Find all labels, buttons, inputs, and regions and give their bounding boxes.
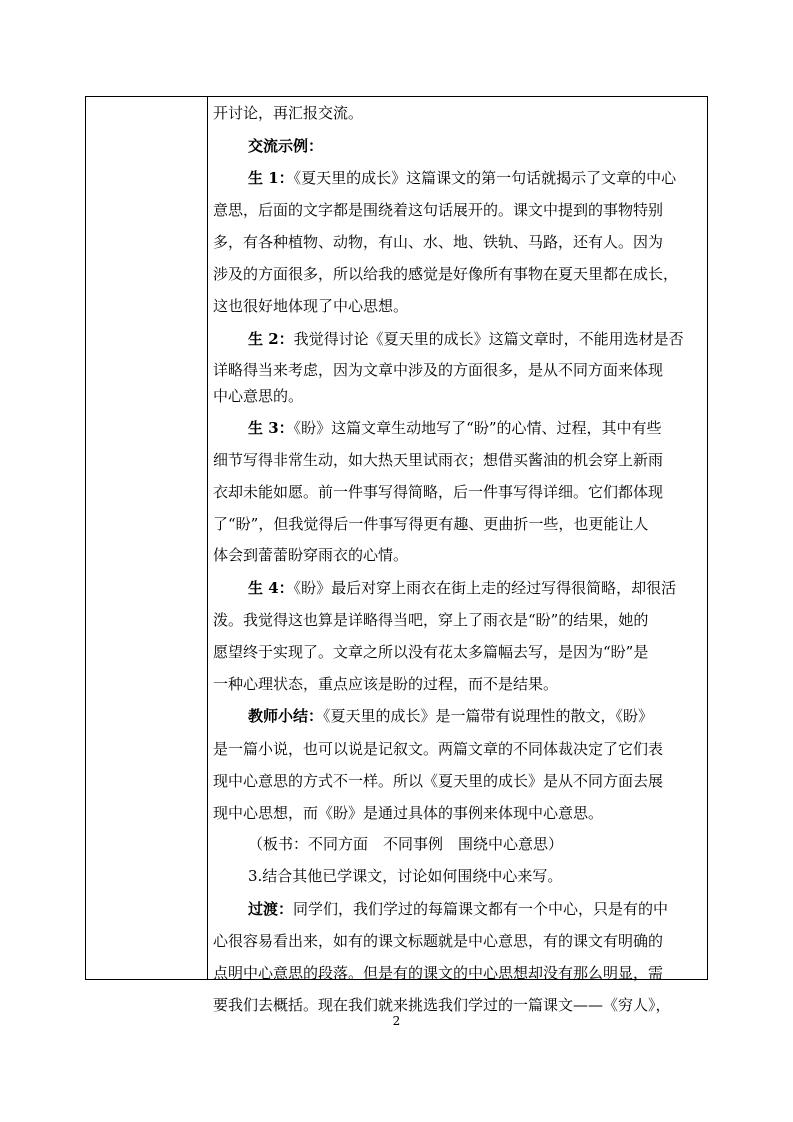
text-line: 涉及的方面很多，所以给我的感觉是好像所有事物在夏天里都在成长， — [213, 265, 679, 283]
text-line: 现中心意思的方式不一样。所以《夏天里的成长》是从不同方面去展 — [213, 772, 664, 790]
text-line: 这也很好地体现了中心思想。 — [213, 297, 409, 315]
text-line: 教师小结：《夏天里的成长》是一篇带有说理性的散文，《盼》 — [248, 707, 654, 725]
text-line: 体会到蕾蕾盼穿雨衣的心情。 — [213, 546, 409, 564]
text-line: 现中心思想，而《盼》是通过具体的事例来体现中心意思。 — [213, 804, 604, 822]
text-line: 开讨论，再汇报交流。 — [213, 104, 364, 122]
text-line: 要我们去概括。现在我们就来挑选我们学过的一篇课文——《穷人》， — [213, 996, 671, 1014]
text-line: 中心意思的。 — [213, 387, 304, 405]
text-line: 愿望终于实现了。文章之所以没有花太多篇幅去写，是因为“盼”是 — [213, 643, 649, 661]
text-line: 衣却未能如愿。前一件事写得简略，后一件事写得详细。它们都体现 — [213, 483, 664, 501]
text-line: 意思，后面的文字都是围绕着这句话展开的。课文中提到的事物特别 — [213, 201, 664, 219]
text-line: 生 2：我觉得讨论《夏天里的成长》这篇文章时，不能用选材是否 — [248, 330, 684, 348]
page-number: 2 — [392, 1014, 401, 1028]
text-line: 一种心理状态，重点应该是盼的过程，而不是结果。 — [213, 675, 559, 693]
section-heading: 交流示例： — [248, 137, 324, 155]
text-line: 泼。我觉得这也算是详略得当吧，穿上了雨衣是“盼”的结果，她的 — [213, 611, 649, 629]
text-line: 细节写得非常生动，如大热天里试雨衣；想借买酱油的机会穿上新雨 — [213, 451, 664, 469]
text-line: 了“盼”，但我觉得后一件事写得更有趣、更曲折一些，也更能让人 — [213, 515, 649, 533]
text-line: 生 3：《盼》这篇文章生动地写了“盼”的心情、过程，其中有些 — [248, 419, 662, 437]
text-line: 多，有各种植物、动物，有山、水、地、铁轨、马路，还有人。因为 — [213, 233, 664, 251]
text-line: 生 4：《盼》最后对穿上雨衣在街上走的经过写得很简略，却很活 — [248, 579, 677, 597]
text-line: 过渡：同学们，我们学过的每篇课文都有一个中心，只是有的中 — [248, 900, 669, 918]
text-line: 点明中心意思的段落。但是有的课文的中心思想却没有那么明显，需 — [213, 964, 664, 982]
board-note: （板书：不同方面 不同事例 围绕中心意思） — [248, 835, 564, 853]
column-divider — [207, 97, 208, 979]
text-line: 详略得当来考虑，因为文章中涉及的方面很多，是从不同方面来体现 — [213, 361, 664, 379]
text-line: 3.结合其他已学课文，讨论如何围绕中心来写。 — [248, 867, 563, 885]
text-line: 生 1：《夏天里的成长》这篇课文的第一句话就揭示了文章的中心 — [248, 169, 677, 187]
text-line: 心很容易看出来，如有的课文标题就是中心意思，有的课文有明确的 — [213, 932, 664, 950]
text-line: 是一篇小说，也可以说是记叙文。两篇文章的不同体裁决定了它们表 — [213, 740, 664, 758]
